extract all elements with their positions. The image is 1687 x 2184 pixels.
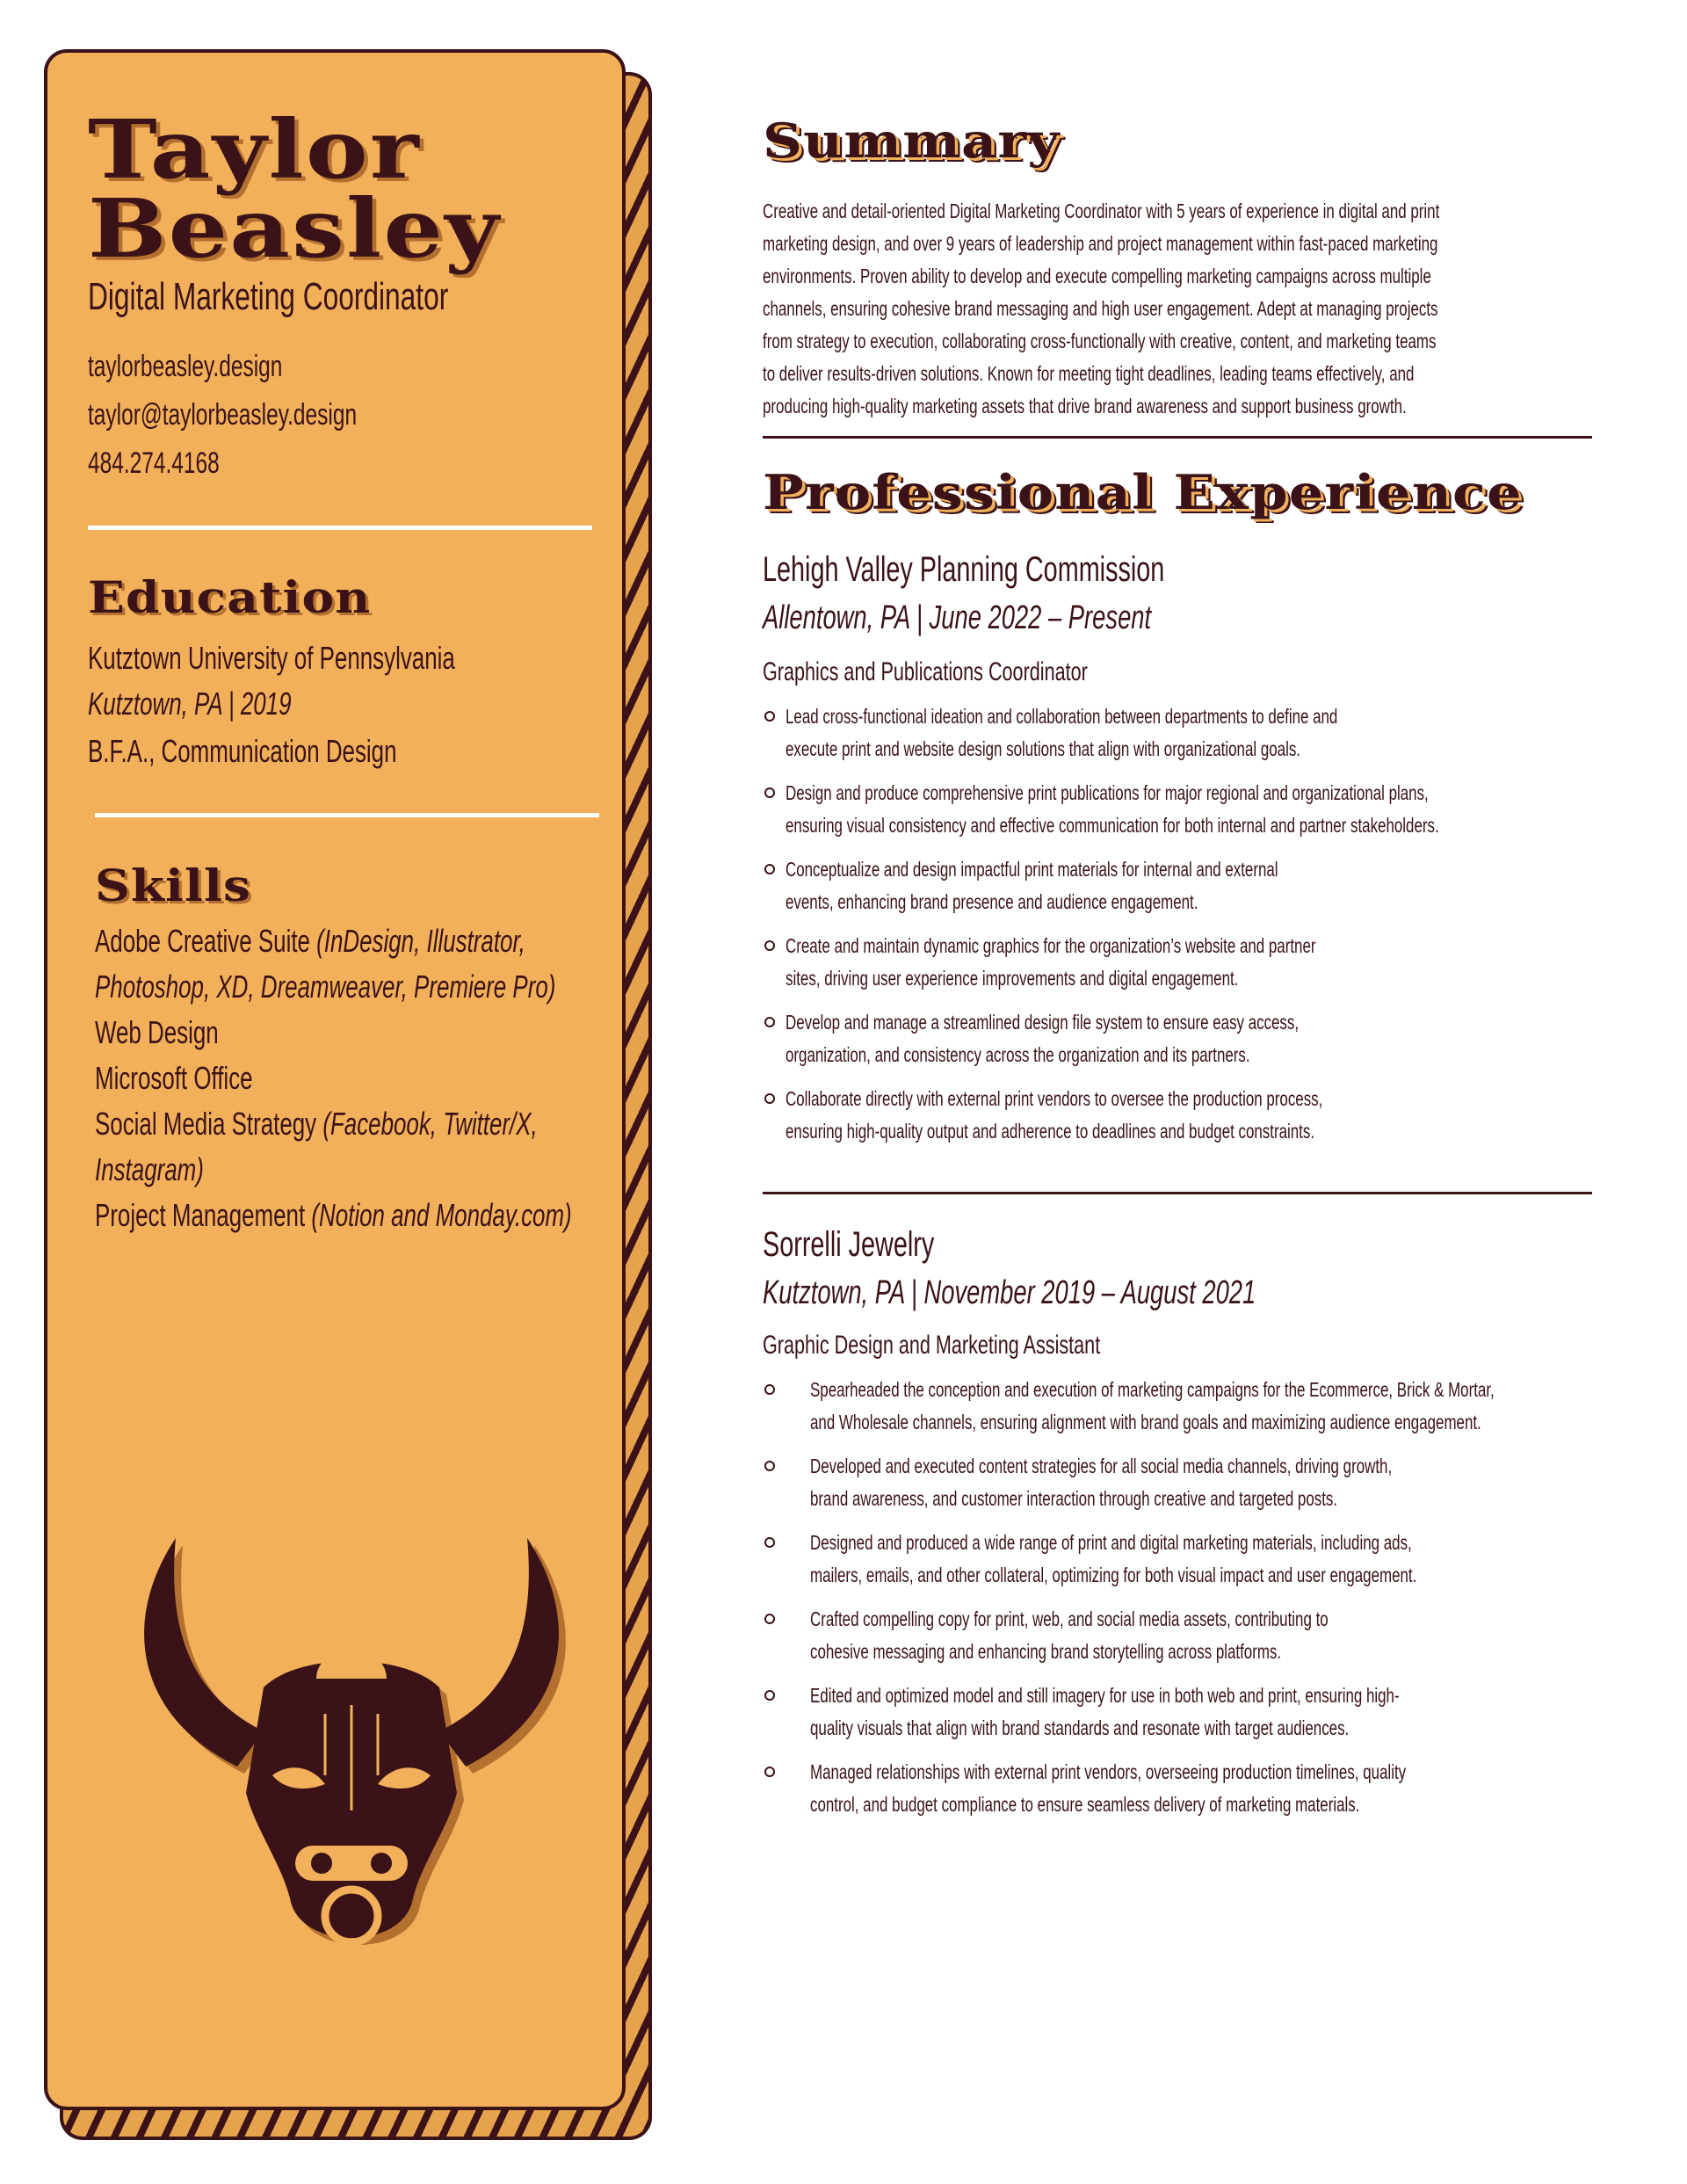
summary-line: channels, ensuring cohesive brand messaging and high user engagement. Adept at managing projects <box>763 297 1438 320</box>
bullet-line: execute print and website design solutions that align with organizational goals. <box>786 737 1300 760</box>
skill-adobe-detail: Photoshop, XD, Dreamweaver, Premiere Pro) <box>95 969 556 1005</box>
job-title: Digital Marketing Coordinator <box>88 275 449 318</box>
bullet-circle-icon <box>764 940 775 951</box>
job-location-dates: Kutztown, PA | November 2019 – August 2021 <box>763 1274 1256 1311</box>
skill-social: Social Media Strategy <box>95 1106 317 1142</box>
job-company: Sorrelli Jewelry <box>763 1225 935 1264</box>
job-role: Graphics and Publications Coordinator <box>763 657 1088 686</box>
summary-line: from strategy to execution, collaborating cross-functionally with creative, content, and marketing teams <box>763 330 1437 352</box>
bullet-line: organization, and consistency across the organization and its partners. <box>786 1043 1250 1066</box>
sidebar-divider <box>95 813 599 817</box>
bullet-line: Collaborate directly with external print vendors to oversee the production process, <box>786 1087 1323 1110</box>
bullet-item <box>763 853 1687 918</box>
bullet-item <box>763 1374 1687 1439</box>
bullet-circle-icon <box>764 1093 775 1104</box>
phone-number: 484.274.4168 <box>88 446 220 480</box>
skill-web-design: Web Design <box>95 1014 219 1050</box>
bullet-circle-icon <box>764 787 775 798</box>
skill-pm: Project Management <box>95 1197 306 1233</box>
job-location-dates: Allentown, PA | June 2022 – Present <box>763 599 1152 636</box>
name-last: Beasley <box>88 181 501 276</box>
skill-social-detail: Instagram) <box>95 1151 204 1187</box>
bullet-line: Lead cross-functional ideation and collaboration between departments to define and <box>786 705 1338 728</box>
bullet-item <box>763 1680 1687 1745</box>
job-bullets <box>763 700 1687 1159</box>
skill-adobe-detail: (InDesign, Illustrator, <box>316 923 525 959</box>
candidate-name <box>88 102 501 276</box>
job-company: Lehigh Valley Planning Commission <box>763 550 1165 589</box>
bullet-line: brand awareness, and customer interaction through creative and targeted posts. <box>810 1487 1338 1510</box>
bullet-line: ensuring high-quality output and adherence to deadlines and budget constraints. <box>786 1120 1315 1143</box>
bullet-line: Developed and executed content strategies for all social media channels, driving growth, <box>810 1455 1393 1477</box>
experience-heading: Professional Experience <box>763 464 1523 520</box>
bullet-line: control, and budget compliance to ensure seamless delivery of marketing materials. <box>810 1793 1360 1816</box>
summary-text <box>763 195 1687 423</box>
bullet-line: sites, driving user experience improvements and digital engagement. <box>786 967 1239 990</box>
skill-adobe: Adobe Creative Suite <box>95 923 310 959</box>
bullet-circle-icon <box>764 1461 775 1471</box>
summary-line: marketing design, and over 9 years of leadership and project management within fast-paced marketing <box>763 232 1438 255</box>
bullet-item <box>763 1756 1687 1821</box>
bullet-item <box>763 930 1687 995</box>
bullet-line: cohesive messaging and enhancing brand storytelling across platforms. <box>810 1640 1282 1663</box>
summary-line: environments. Proven ability to develop and execute compelling marketing campaigns across multiple <box>763 265 1431 287</box>
job-role: Graphic Design and Marketing Assistant <box>763 1331 1101 1360</box>
bullet-line: Designed and produced a wide range of print and digital marketing materials, including ads, <box>810 1531 1412 1554</box>
bullet-line: Design and produce comprehensive print publications for major regional and organizational plans, <box>786 781 1429 804</box>
skills-list <box>95 918 757 1238</box>
skills-heading: Skills <box>95 860 252 911</box>
education-heading: Education <box>88 571 372 623</box>
summary-heading: Summary <box>763 112 1061 169</box>
bullet-item <box>763 1083 1687 1148</box>
bullet-circle-icon <box>764 1384 775 1395</box>
bullet-item <box>763 1527 1687 1592</box>
bullet-line: events, enhancing brand presence and audience engagement. <box>786 890 1198 913</box>
skill-office: Microsoft Office <box>95 1060 253 1096</box>
bullet-circle-icon <box>764 864 775 874</box>
bullet-item <box>763 777 1687 842</box>
bullet-line: and Wholesale channels, ensuring alignment with brand goals and maximizing audience engagement. <box>810 1411 1481 1433</box>
section-divider <box>763 436 1592 439</box>
name-first: Taylor <box>88 102 421 197</box>
skill-pm-detail: (Notion and Monday.com) <box>311 1197 572 1233</box>
bullet-line: mailers, emails, and other collateral, optimizing for both visual impact and user engagement. <box>810 1564 1417 1586</box>
education-school: Kutztown University of Pennsylvania <box>88 640 455 676</box>
bullet-circle-icon <box>764 1614 775 1624</box>
bullet-line: Managed relationships with external print vendors, overseeing production timelines, quality <box>810 1760 1407 1783</box>
bullet-circle-icon <box>764 1767 775 1777</box>
summary-line: to deliver results-driven solutions. Known for meeting tight deadlines, leading teams effectively, and <box>763 362 1415 385</box>
bullet-line: Spearheaded the conception and execution of marketing campaigns for the Ecommerce, Brick & Mortar, <box>810 1378 1495 1401</box>
section-divider <box>763 1192 1592 1194</box>
bullet-line: Create and maintain dynamic graphics for the organization’s website and partner <box>786 934 1316 957</box>
bullet-line: Crafted compelling copy for print, web, and social media assets, contributing to <box>810 1607 1329 1630</box>
bullet-item <box>763 1450 1687 1515</box>
summary-line: Creative and detail-oriented Digital Marketing Coordinator with 5 years of experience in digital and print <box>763 200 1440 222</box>
bullet-circle-icon <box>764 711 775 722</box>
bullet-line: Edited and optimized model and still imagery for use in both web and print, ensuring high- <box>810 1684 1400 1707</box>
bullet-line: quality visuals that align with brand standards and resonate with target audiences. <box>810 1716 1350 1739</box>
education-location-year: Kutztown, PA | 2019 <box>88 686 292 722</box>
bullet-circle-icon <box>764 1017 775 1027</box>
bullet-circle-icon <box>764 1537 775 1548</box>
bullet-item <box>763 1006 1687 1071</box>
website-link[interactable]: taylorbeasley.design <box>88 350 283 383</box>
bullet-line: Develop and manage a streamlined design file system to ensure easy access, <box>786 1011 1300 1034</box>
email-link[interactable]: taylor@taylorbeasley.design <box>88 398 358 432</box>
bullet-item <box>763 1603 1687 1668</box>
education-degree: B.F.A., Communication Design <box>88 733 397 769</box>
summary-line: producing high-quality marketing assets that drive brand awareness and support business growth. <box>763 395 1407 417</box>
sidebar-divider <box>88 526 592 530</box>
bull-icon <box>123 1512 580 2021</box>
bullet-circle-icon <box>764 1690 775 1701</box>
job-bullets <box>763 1374 1687 1832</box>
bullet-line: ensuring visual consistency and effective communication for both internal and partner stakeholders. <box>786 814 1439 837</box>
skill-social-detail: (Facebook, Twitter/X, <box>322 1106 538 1142</box>
bullet-item <box>763 700 1687 765</box>
bullet-line: Conceptualize and design impactful print materials for internal and external <box>786 858 1278 881</box>
